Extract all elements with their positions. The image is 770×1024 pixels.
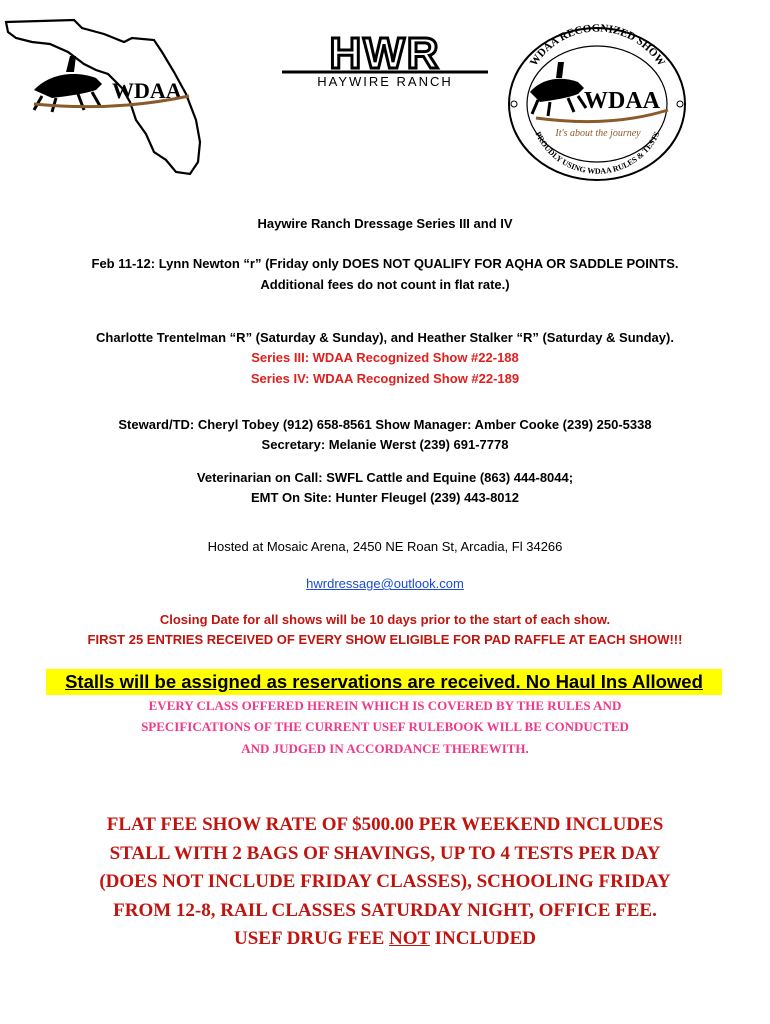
drug-fee-text-after: INCLUDED [429,928,536,949]
email-row [0,575,770,593]
wdaa-recognized-show-seal [500,22,695,182]
logo-row [0,0,770,200]
secretary-line: Secretary: Melanie Werst (239) 691-7778 [261,437,509,452]
seal-wdaa-text: WDAA [584,88,660,114]
drug-fee-not-emphasis: NOT [389,928,430,949]
raffle-line: FIRST 25 ENTRIES RECEIVED OF EVERY SHOW ELIGIBLE FOR PAD RAFFLE AT EACH SHOW!!! [87,632,683,647]
feb-judge-line-1: Feb 11-12: Lynn Newton “r” (Friday only DOES NOT QUALIFY FOR AQHA OR SADDLE POINTS. [91,256,679,271]
florida-wdaa-logo [4,12,204,177]
emt-line: EMT On Site: Hunter Fleugel (239) 443-8012 [250,490,520,505]
usef-rules-line: AND JUDGED IN ACCORDANCE THEREWITH. [241,741,529,756]
drug-fee-text-before: USEF DRUG FEE [234,928,390,949]
seal-tagline: It's about the journey [555,128,641,139]
series-iii-line: Series III: WDAA Recognized Show #22-188 [251,350,519,365]
stalls-highlight-banner: Stalls will be assigned as reservations are received. No Haul Ins Allowed [46,669,722,695]
steward-manager-line: Steward/TD: Cheryl Tobey (912) 658-8561 Show Manager: Amber Cooke (239) 250-5338 [118,417,652,432]
feb-judge-line-2: Additional fees do not count in flat rate.) [260,277,510,292]
seal-top-text: WDAA RECOGNIZED SHOW [527,22,668,69]
flat-fee-line: (DOES NOT INCLUDE FRIDAY CLASSES), SCHOOLING FRIDAY [99,871,671,892]
haywire-ranch-logo [280,30,490,92]
usef-rules-line: SPECIFICATIONS OF THE CURRENT USEF RULEBOOK WILL BE CONDUCTED [141,719,629,734]
flat-fee-line: STALL WITH 2 BAGS OF SHAVINGS, UP TO 4 TESTS PER DAY [109,843,661,864]
judges-line: Charlotte Trentelman “R” (Saturday & Sunday), and Heather Stalker “R” (Saturday & Sunday). [96,330,674,345]
series-iv-line: Series IV: WDAA Recognized Show #22-189 [250,371,520,386]
haywire-ranch-text: HAYWIRE RANCH [317,74,453,89]
closing-date-line: Closing Date for all shows will be 10 days prior to the start of each show. [159,612,611,627]
email-link[interactable]: hwrdressage@outlook.com [306,576,464,591]
florida-wdaa-text: WDAA [112,78,182,103]
seal-bottom-text: PROUDLY USING WDAA RULES & TESTS [533,130,662,176]
hwr-lettering: HWR [329,30,441,78]
flat-fee-line: FLAT FEE SHOW RATE OF $500.00 PER WEEKEND INCLUDES [106,814,664,835]
flat-fee-line: FROM 12-8, RAIL CLASSES SATURDAY NIGHT, OFFICE FEE. [113,900,657,921]
usef-drug-fee-line [0,928,770,950]
veterinarian-line: Veterinarian on Call: SWFL Cattle and Equine (863) 444-8044; [196,470,574,485]
page-title: Haywire Ranch Dressage Series III and IV [257,216,513,231]
venue-line: Hosted at Mosaic Arena, 2450 NE Roan St, Arcadia, Fl 34266 [207,539,563,554]
rider-silhouette [66,56,76,72]
usef-rules-line: EVERY CLASS OFFERED HEREIN WHICH IS COVERED BY THE RULES AND [148,698,622,713]
